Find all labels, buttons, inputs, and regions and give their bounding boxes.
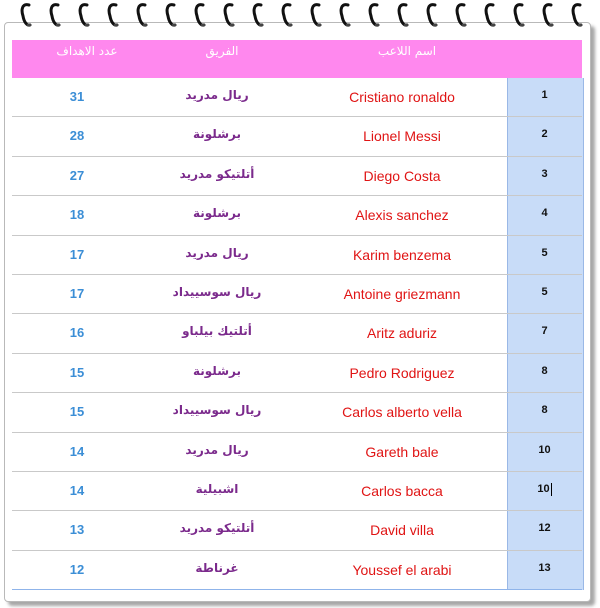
rank-cell[interactable]: 2 <box>541 128 548 141</box>
table-row <box>12 236 582 275</box>
spiral-ring-icon <box>426 2 438 28</box>
rank-cell[interactable]: 13 <box>538 561 551 574</box>
spiral-ring-icon <box>223 2 235 28</box>
goals-cell: 14 <box>69 482 85 498</box>
spiral-binding <box>0 0 600 36</box>
team-cell: ريال مدريد <box>185 88 249 102</box>
spiral-ring-icon <box>165 2 177 28</box>
rank-cell[interactable]: 8 <box>541 404 548 417</box>
goals-cell: 18 <box>69 207 85 223</box>
team-cell: اشبيلية <box>195 481 239 496</box>
table-row <box>12 472 582 511</box>
table-row <box>12 78 582 117</box>
table-row <box>12 196 582 235</box>
player-cell: Youssef el arabi <box>352 561 452 578</box>
table-row <box>12 354 582 393</box>
rank-cell[interactable]: 10 <box>538 443 551 456</box>
table-row <box>12 157 582 196</box>
team-cell: ريال مدريد <box>185 245 249 260</box>
goals-cell: 31 <box>69 89 85 104</box>
spiral-ring-icon <box>310 2 322 28</box>
spiral-ring-icon <box>368 2 380 28</box>
goals-cell: 12 <box>69 561 85 577</box>
goals-cell: 13 <box>69 522 85 538</box>
spiral-ring-icon <box>571 2 583 28</box>
team-cell: ريال سوسييداد <box>172 403 262 418</box>
player-cell: Cristiano ronaldo <box>349 89 455 105</box>
table-row <box>12 275 582 314</box>
team-cell: برشلونة <box>193 363 241 378</box>
team-cell: أتلتيكو مدريد <box>179 166 255 181</box>
table-row <box>12 314 582 353</box>
rank-cell[interactable]: 1 <box>541 89 548 101</box>
rank-cell-editing[interactable] <box>507 472 582 510</box>
rank-cell[interactable]: 5 <box>541 246 548 259</box>
table-row <box>12 393 582 432</box>
team-cell: أتلتيك بيلباو <box>182 324 252 339</box>
team-cell: برشلونة <box>193 206 241 221</box>
spiral-ring-icon <box>136 2 148 28</box>
team-cell: أتلتيكو مدريد <box>179 521 255 536</box>
table-row <box>12 433 582 472</box>
player-cell: David villa <box>370 522 434 539</box>
header-player: اسم اللاعب <box>377 44 437 58</box>
header-team: الفريق <box>205 44 239 58</box>
rank-cell[interactable]: 8 <box>541 364 548 377</box>
rank-cell[interactable]: 5 <box>541 285 548 298</box>
rank-cell-text[interactable]: 10 <box>537 482 550 495</box>
spiral-ring-icon <box>194 2 206 28</box>
rank-cell[interactable]: 12 <box>538 522 551 535</box>
spiral-ring-icon <box>78 2 90 28</box>
player-cell: Gareth bale <box>365 443 439 460</box>
player-cell: Carlos bacca <box>361 482 443 499</box>
rank-cell[interactable]: 3 <box>541 167 548 180</box>
spiral-ring-icon <box>49 2 61 28</box>
team-cell: ريال سوسييداد <box>172 284 262 299</box>
goals-cell: 14 <box>69 443 85 459</box>
goals-cell: 28 <box>69 128 85 144</box>
player-cell: Antoine griezmann <box>343 285 461 302</box>
spiral-ring-icon <box>339 2 351 28</box>
spiral-ring-icon <box>513 2 525 28</box>
player-cell: Karim benzema <box>352 246 452 263</box>
spiral-ring-icon <box>20 2 32 28</box>
text-cursor-icon <box>551 483 552 496</box>
spiral-ring-icon <box>281 2 293 28</box>
table-row <box>12 511 582 550</box>
player-cell: Carlos alberto vella <box>342 404 462 421</box>
spiral-ring-icon <box>252 2 264 28</box>
goals-cell: 17 <box>69 246 85 262</box>
scorers-table-body <box>12 78 582 590</box>
spiral-ring-icon <box>484 2 496 28</box>
spiral-ring-icon <box>107 2 119 28</box>
goals-cell: 17 <box>69 285 85 301</box>
player-cell: Diego Costa <box>363 167 441 184</box>
header-goals: عدد الاهداف <box>56 44 118 58</box>
rank-cell[interactable]: 7 <box>541 325 548 338</box>
goals-cell: 16 <box>69 325 85 341</box>
player-cell: Pedro Rodriguez <box>349 364 455 381</box>
team-cell: غرناطة <box>195 560 239 575</box>
team-cell: برشلونة <box>193 127 241 142</box>
table-header <box>12 40 582 78</box>
table-row <box>12 117 582 156</box>
player-cell: Aritz aduriz <box>366 325 438 342</box>
table-row <box>12 551 582 590</box>
goals-cell: 15 <box>69 364 85 380</box>
player-cell: Lionel Messi <box>363 128 441 145</box>
player-cell: Alexis sanchez <box>355 207 449 224</box>
team-cell: ريال مدريد <box>185 442 249 457</box>
spiral-ring-icon <box>455 2 467 28</box>
rank-cell[interactable]: 4 <box>541 207 548 220</box>
spiral-ring-icon <box>397 2 409 28</box>
goals-cell: 27 <box>69 167 85 183</box>
spiral-ring-icon <box>542 2 554 28</box>
goals-cell: 15 <box>69 404 85 420</box>
